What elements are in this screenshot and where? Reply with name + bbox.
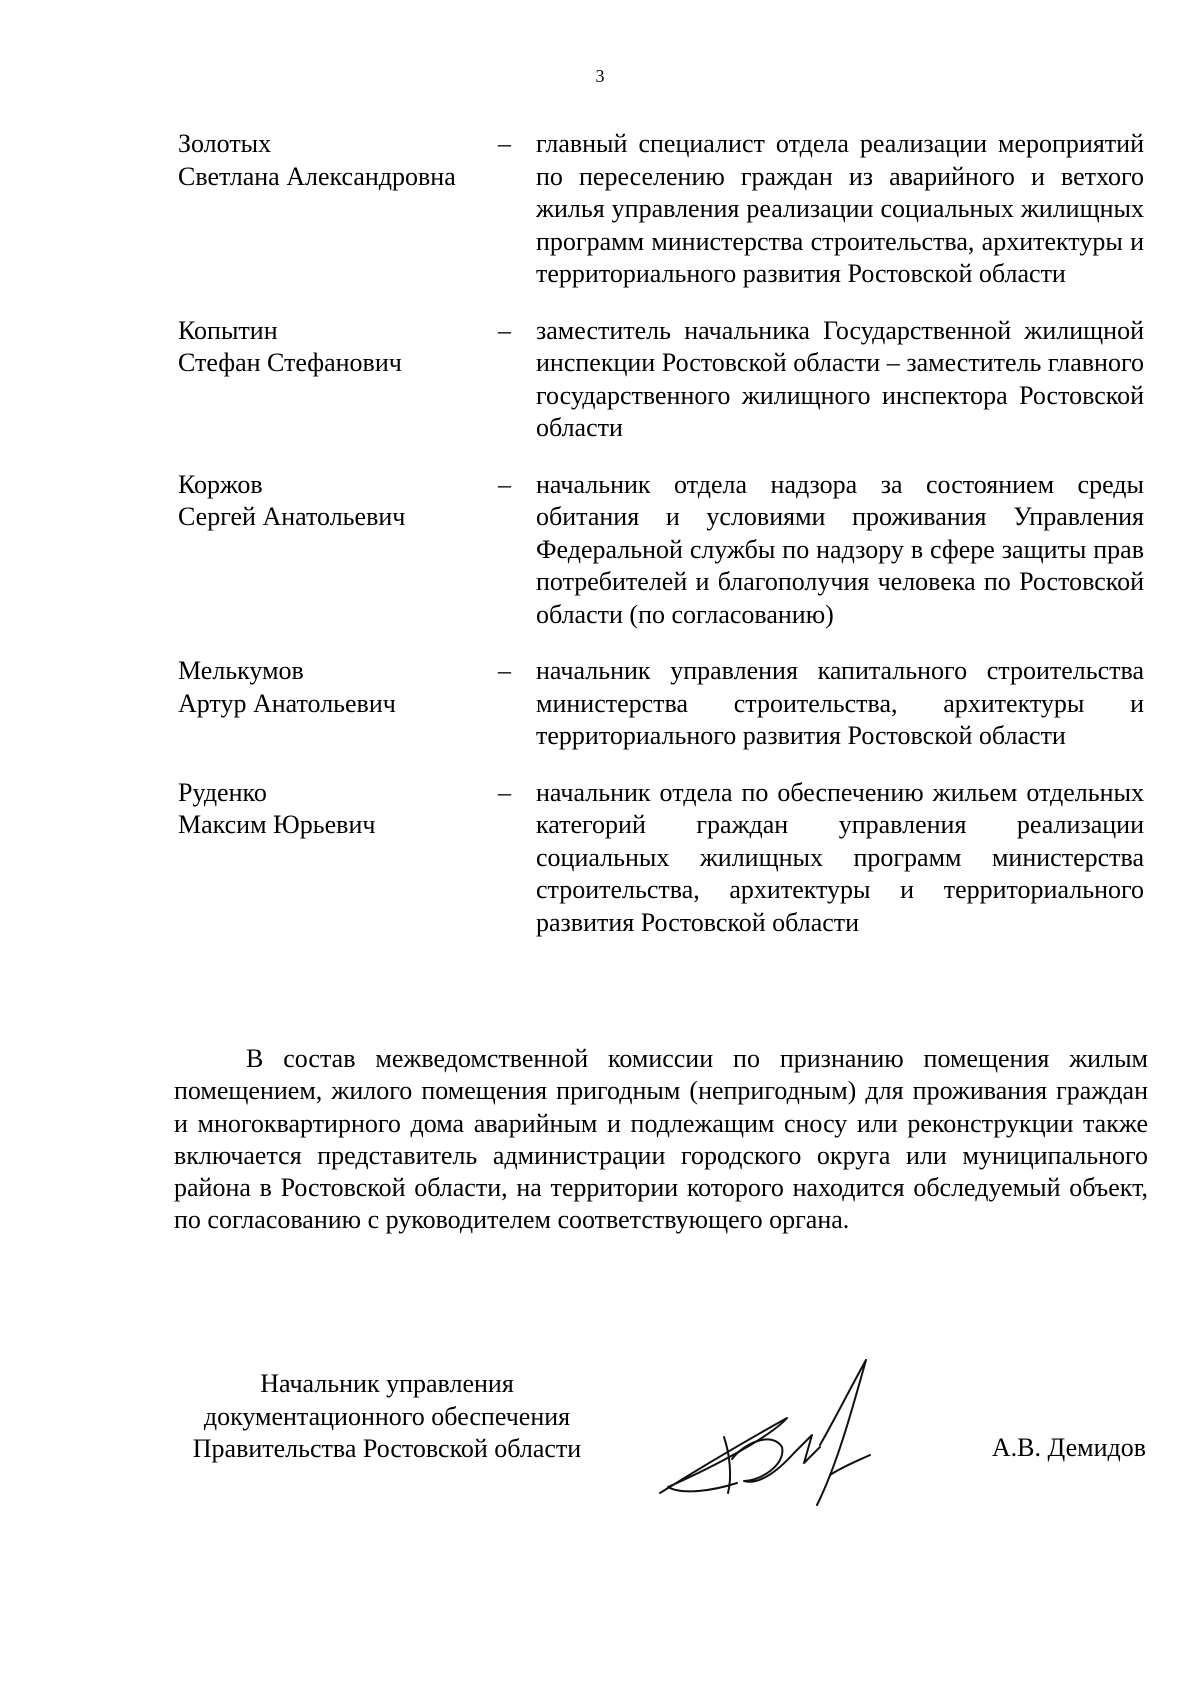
member-position: начальник управления капитального строительства министерства строительства, архитектуры и территориального развития Ростовской области <box>536 656 1144 750</box>
member-name <box>178 655 478 720</box>
signatory-title-line: Правительства Ростовской области <box>192 1434 582 1463</box>
signatory-title-line: документационного обеспечения <box>203 1401 571 1431</box>
page-number: 3 <box>595 66 605 86</box>
member-entry <box>178 777 1144 940</box>
handwritten-signature-icon <box>652 1355 952 1535</box>
member-given-names: Стефан Стефанович <box>178 348 402 377</box>
member-surname: Копытин <box>178 315 278 345</box>
member-given-names: Артур Анатольевич <box>178 688 396 718</box>
member-surname: Руденко <box>178 777 267 807</box>
member-entry <box>178 128 1144 291</box>
member-position: начальник отдела по обеспечению жильем отдельных категорий граждан управления реализации социальных жилищных программ министерства строительства, архитектуры и территориального развития Ростовской области <box>536 777 1144 937</box>
member-name <box>178 777 478 842</box>
member-position: заместитель начальника Государственной жилищной инспекции Ростовской области – заместитель главного государственного жилищного инспектора Ростовской области <box>536 315 1144 442</box>
member-dash: – <box>498 656 511 685</box>
member-name <box>178 315 478 380</box>
member-name <box>178 469 478 534</box>
signer-name: А.В. Демидов <box>991 1433 1146 1462</box>
member-position: начальник отдела надзора за состоянием среды обитания и условиями проживания Управления Федеральной службы по надзору в сфере защиты прав потребителей и благополучия человека по Ростовской области (по согласованию) <box>536 469 1144 629</box>
member-entry <box>178 469 1144 632</box>
member-name <box>178 128 478 193</box>
commission-members-list <box>178 128 1144 963</box>
member-surname: Коржов <box>178 469 263 499</box>
member-given-names: Сергей Анатольевич <box>178 502 406 531</box>
signatory-title <box>172 1368 602 1466</box>
member-surname: Золотых <box>178 129 272 158</box>
member-given-names: Максим Юрьевич <box>178 810 376 839</box>
body-paragraph: В состав межведомственной комиссии по признанию помещения жилым помещением, жилого помещения пригодным (непригодным) для проживания граждан и многоквартирного дома аварийным и подлежащим сносу или реконструкции также включается представитель администрации городского округа или муниципального района в Ростовской области, на территории которого находится обследуемый объект, по согласованию с руководителем соответствующего органа. <box>174 1044 1148 1235</box>
member-position: главный специалист отдела реализации мероприятий по переселению граждан из аварийного и ветхого жилья управления реализации социальных жилищных программ министерства строительства, архитектуры и территориального развития Ростовской области <box>536 129 1144 288</box>
member-dash: – <box>498 129 511 158</box>
member-entry <box>178 655 1144 753</box>
member-given-names: Светлана Александровна <box>178 161 456 191</box>
member-dash: – <box>498 777 511 807</box>
member-entry <box>178 315 1144 445</box>
member-dash: – <box>498 469 511 499</box>
signatory-title-line: Начальник управления <box>260 1369 514 1398</box>
member-surname: Мелькумов <box>178 656 304 685</box>
member-dash: – <box>498 315 511 345</box>
